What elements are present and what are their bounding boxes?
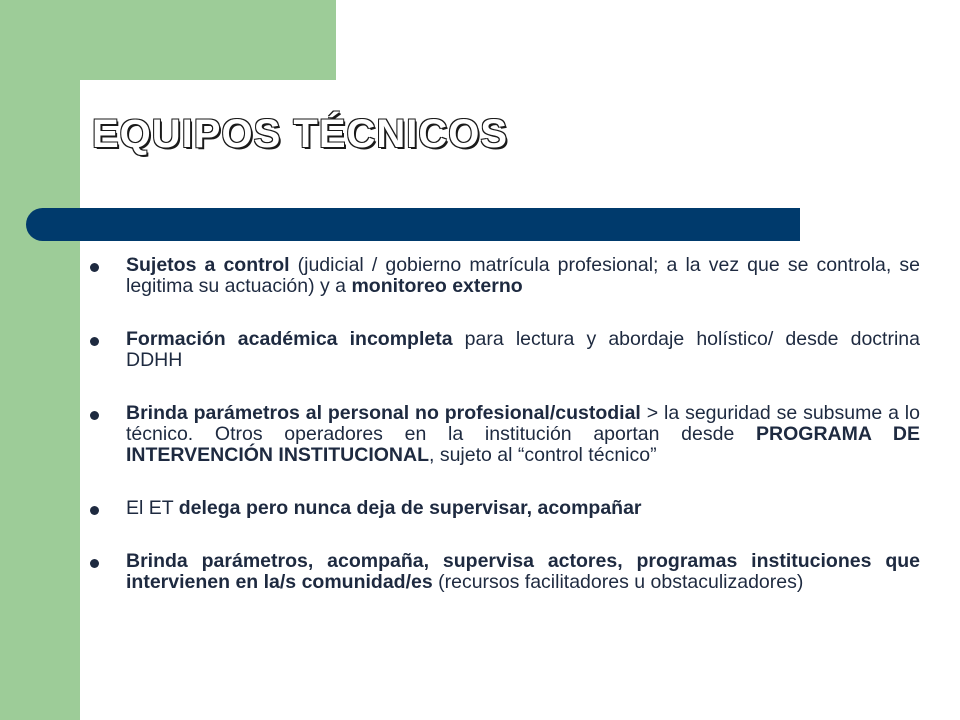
bullet-item: [90, 403, 920, 466]
bullet-text: Formación académica incompleta para lectura y abordaje holístico/ desde doctrina DDHH: [126, 328, 920, 371]
bullet-text: Sujetos a control (judicial / gobierno matrícula profesional; a la vez que se controla, se legitima su actuación) y a monitoreo externo: [126, 254, 920, 297]
bullet-dot-icon: [90, 506, 99, 515]
bullet-item: [90, 498, 920, 519]
bullet-item: [90, 255, 920, 297]
bullet-dot-icon: [90, 411, 99, 420]
bullet-list: [90, 255, 920, 625]
slide-title: EQUIPOS TÉCNICOS: [92, 112, 509, 156]
left-accent-bar: [0, 0, 80, 720]
title-underline-bar: [26, 208, 800, 241]
bullet-text: El ET delega pero nunca deja de supervisar, acompañar: [126, 497, 642, 519]
bullet-dot-icon: [90, 263, 99, 272]
bullet-item: [90, 551, 920, 593]
bullet-dot-icon: [90, 337, 99, 346]
bullet-text: Brinda parámetros, acompaña, supervisa actores, programas instituciones que intervienen en la/s comunidad/es (recursos facilitadores u obstaculizadores): [126, 550, 920, 593]
bullet-text: Brinda parámetros al personal no profesional/custodial > la seguridad se subsume a lo técnico. Otros operadores en la institución aportan desde PROGRAMA DE INTERVENCIÓN INSTITUCIONAL, sujeto al “control técnico”: [126, 402, 920, 466]
bullet-dot-icon: [90, 559, 99, 568]
bullet-item: [90, 329, 920, 371]
top-accent-block: [0, 0, 336, 80]
